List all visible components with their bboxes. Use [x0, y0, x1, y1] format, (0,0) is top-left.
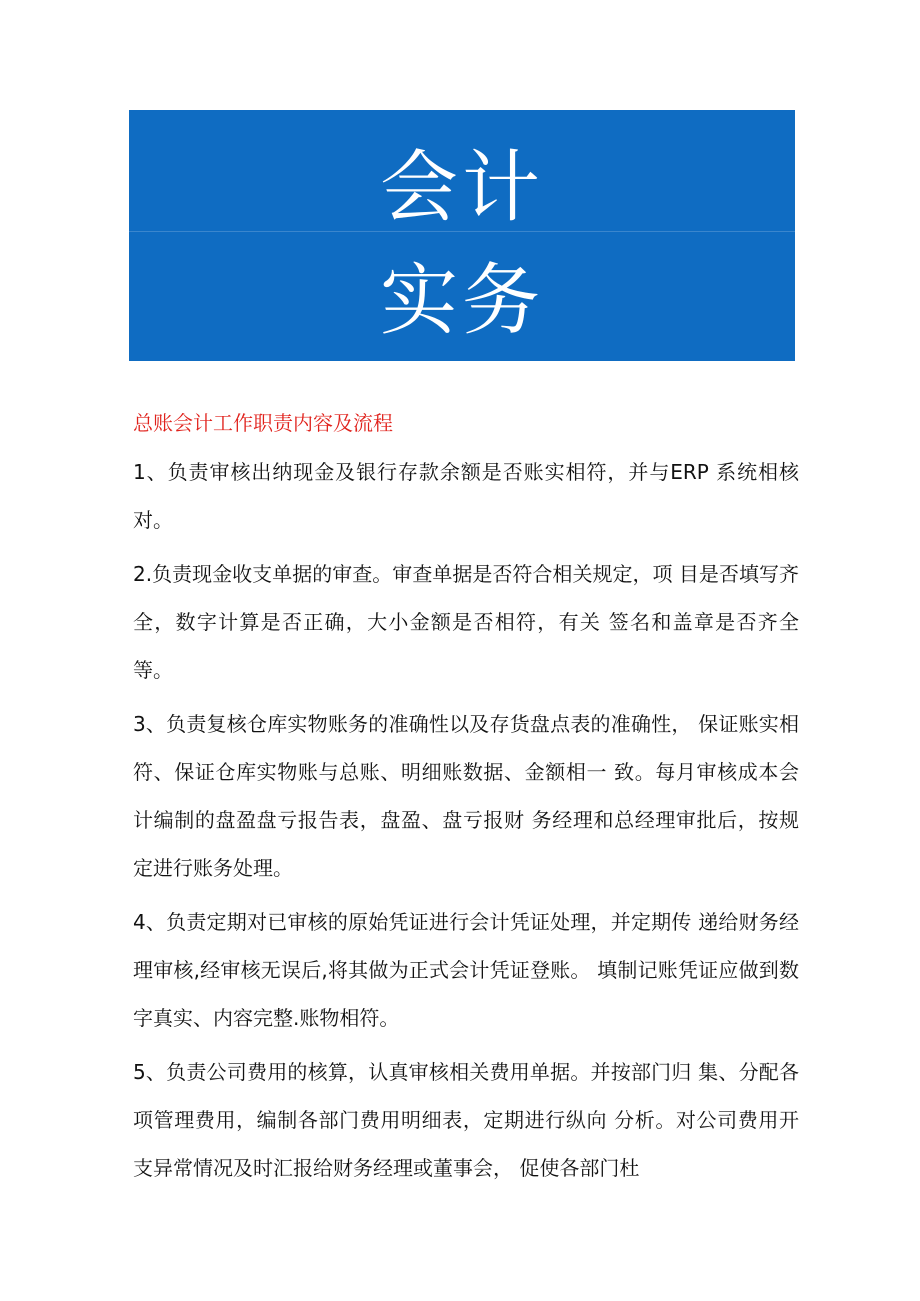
paragraph-2: 2.负责现金收支单据的审查。审查单据是否符合相关规定，项 目是否填写齐全，数字计算是否正确，大小金额是否相符，有关 签名和盖章是否齐全等。	[133, 562, 799, 682]
banner-title-line-2: 实务	[379, 256, 544, 346]
paragraph-4: 4、负责定期对已审核的原始凭证进行会计凭证处理，并定期传 递给财务经理审核,经审核无误后,将其做为正式会计凭证登账。 填制记账凭证应做到数字真实、内容完整.账物相符。	[133, 910, 799, 1030]
banner-title-line-1: 会计	[379, 143, 544, 233]
section-title: 总账会计工作职责内容及流程	[133, 411, 393, 435]
document-body	[133, 404, 799, 1198]
paragraph-3: 3、负责复核仓库实物账务的准确性以及存货盘点表的准确性， 保证账实相符、保证仓库实物账与总账、明细账数据、金额相一 致。每月审核成本会计编制的盘盈盘亏报告表，盘盈、盘亏报财 务经理和总经理审批后，按规定进行账务处理。	[133, 712, 799, 880]
paragraph-5: 5、负责公司费用的核算，认真审核相关费用单据。并按部门归 集、分配各项管理费用，编制各部门费用明细表，定期进行纵向 分析。对公司费用开支异常情况及时汇报给财务经理或董事会， 促使各部门杜	[133, 1060, 799, 1180]
paragraph-1: 1、负责审核出纳现金及银行存款余额是否账实相符，并与ERP 系统相核对。	[133, 460, 799, 532]
banner-divider	[129, 231, 795, 232]
title-banner	[129, 110, 795, 361]
